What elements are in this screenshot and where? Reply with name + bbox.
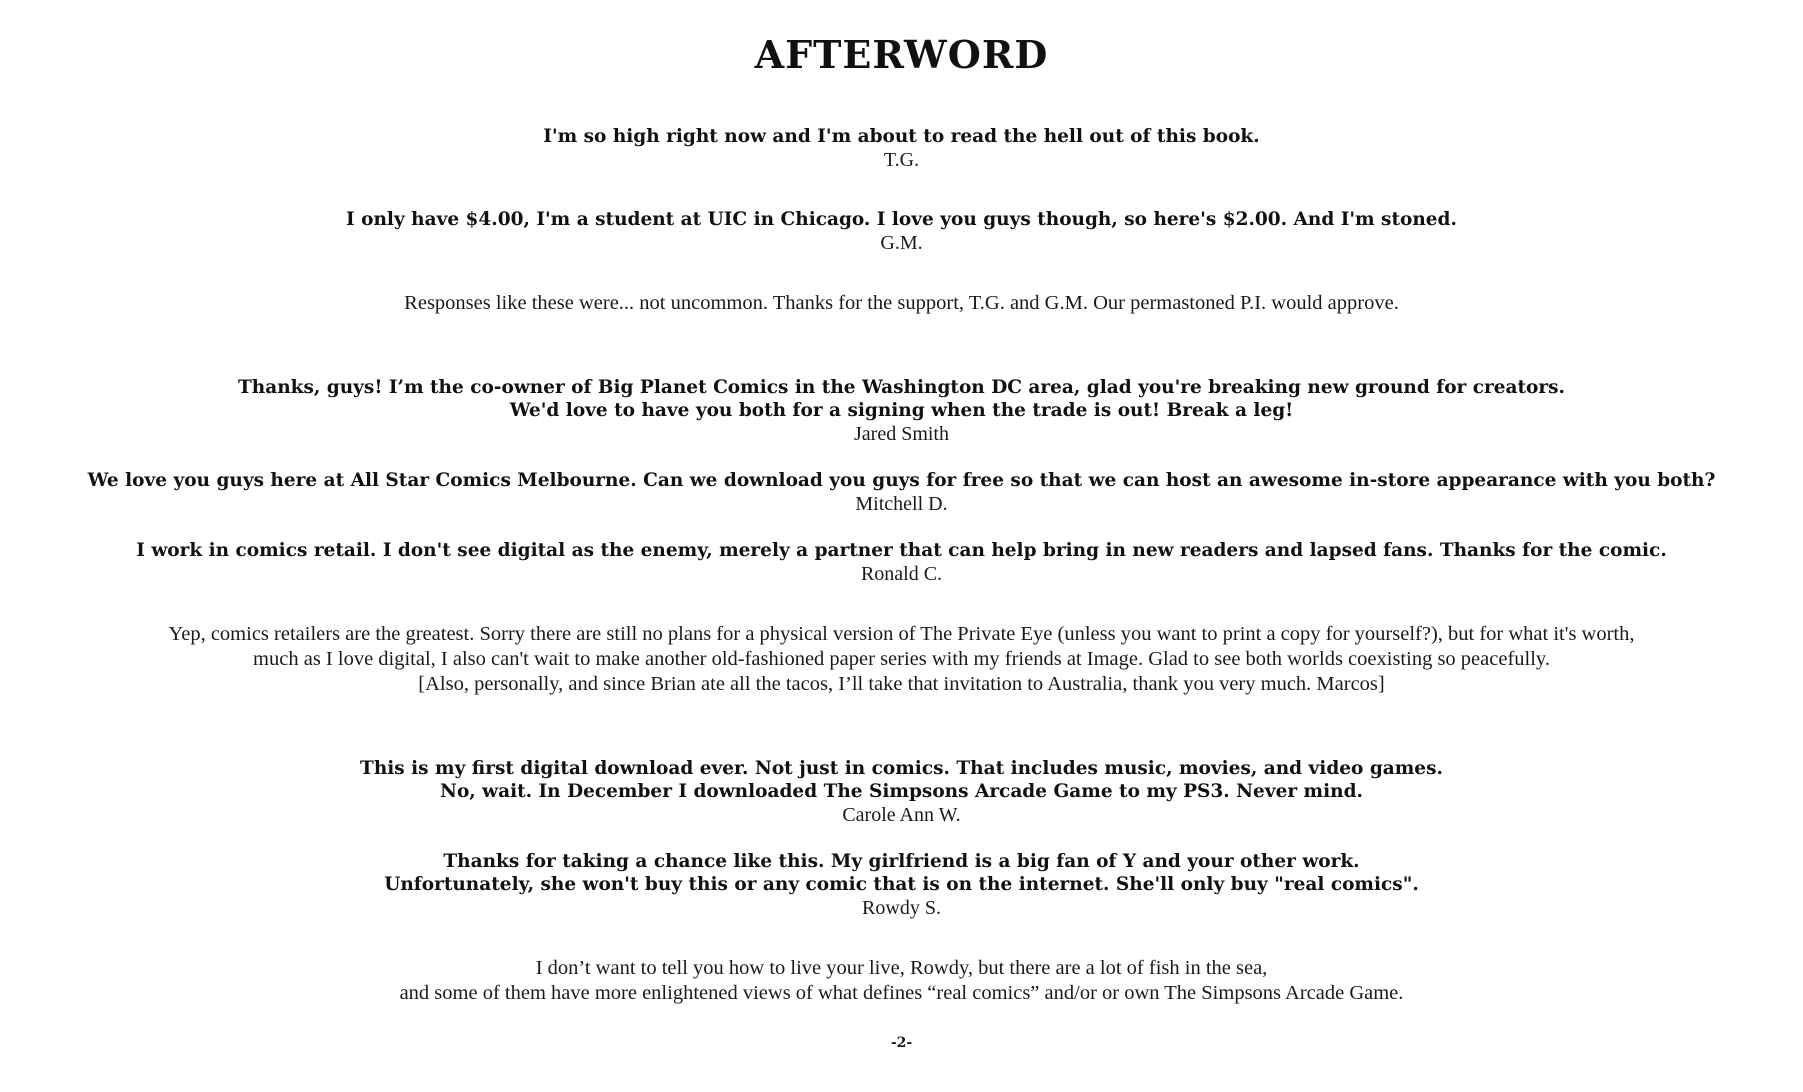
quote-attribution: Ronald C. — [860, 563, 943, 585]
commentary-line: I don’t want to tell you how to live your live, Rowdy, but there are a lot of fish in the sea, — [535, 957, 1268, 979]
quote-line: No, wait. In December I downloaded The Simpsons Arcade Game to my PS3. Never mind. — [440, 781, 1363, 802]
quote-line: I'm so high right now and I'm about to read the hell out of this book. — [543, 126, 1260, 147]
entry-quote — [82, 757, 1722, 827]
quote-attribution: T.G. — [883, 149, 920, 171]
spacer — [82, 316, 1722, 376]
spacer — [82, 516, 1722, 539]
quote-line: We love you guys here at All Star Comics Melbourne. Can we download you guys for free so that we can host an awesome in-store appearance with you both? — [87, 470, 1716, 491]
spacer — [82, 446, 1722, 469]
quote-attribution: Mitchell D. — [855, 493, 948, 515]
afterword-body — [82, 77, 1722, 1006]
quote-line: We'd love to have you both for a signing when the trade is out! Break a leg! — [509, 400, 1294, 421]
quote-line: Unfortunately, she won't buy this or any comic that is on the internet. She'll only buy "real comics". — [384, 874, 1419, 895]
quote-line: This is my first digital download ever. Not just in comics. That includes music, movies, and video games. — [360, 758, 1443, 779]
spacer — [82, 827, 1722, 850]
entry-commentary — [82, 956, 1722, 1006]
commentary-line: Yep, comics retailers are the greatest. Sorry there are still no plans for a physical version of The Private Eye (unless you want to print a copy for yourself?), but for what it's worth, — [168, 623, 1635, 645]
spacer — [82, 920, 1722, 956]
entry-quote — [82, 850, 1722, 920]
entry-quote — [82, 376, 1722, 446]
quote-attribution: Carole Ann W. — [842, 804, 961, 826]
spacer — [82, 586, 1722, 622]
spacer — [82, 172, 1722, 208]
spacer — [82, 697, 1722, 757]
entry-quote — [82, 125, 1722, 172]
entry-commentary — [82, 291, 1722, 316]
quote-attribution: G.M. — [880, 232, 923, 254]
commentary-line: Responses like these were... not uncommon. Thanks for the support, T.G. and G.M. Our permastoned P.I. would approve. — [404, 292, 1399, 314]
quote-line: I only have $4.00, I'm a student at UIC in Chicago. I love you guys though, so here's $2.00. And I'm stoned. — [346, 209, 1457, 230]
commentary-line: and some of them have more enlightened views of what defines “real comics” and/or or own The Simpsons Arcade Game. — [399, 982, 1404, 1004]
commentary-line: [Also, personally, and since Brian ate all the tacos, I’ll take that invitation to Australia, thank you very much. Marcos] — [418, 673, 1385, 695]
quote-line: Thanks, guys! I’m the co-owner of Big Planet Comics in the Washington DC area, glad you're breaking new ground for creators. — [238, 377, 1565, 398]
spacer — [82, 255, 1722, 291]
entry-commentary — [82, 622, 1722, 697]
quote-line: Thanks for taking a chance like this. My girlfriend is a big fan of Y and your other work. — [443, 851, 1360, 872]
page-number: -2- — [890, 1035, 913, 1051]
page-title: AFTERWORD — [754, 32, 1049, 77]
quote-attribution: Jared Smith — [854, 423, 949, 445]
quote-line: I work in comics retail. I don't see digital as the enemy, merely a partner that can help bring in new readers and lapsed fans. Thanks for the comic. — [136, 540, 1667, 561]
entry-quote — [82, 539, 1722, 586]
entry-quote — [82, 469, 1722, 516]
entry-quote — [82, 208, 1722, 255]
commentary-line: much as I love digital, I also can't wait to make another old-fashioned paper series with my friends at Image. Glad to see both worlds coexisting so peacefully. — [253, 648, 1550, 670]
spacer — [82, 77, 1722, 125]
quote-attribution: Rowdy S. — [862, 897, 941, 919]
